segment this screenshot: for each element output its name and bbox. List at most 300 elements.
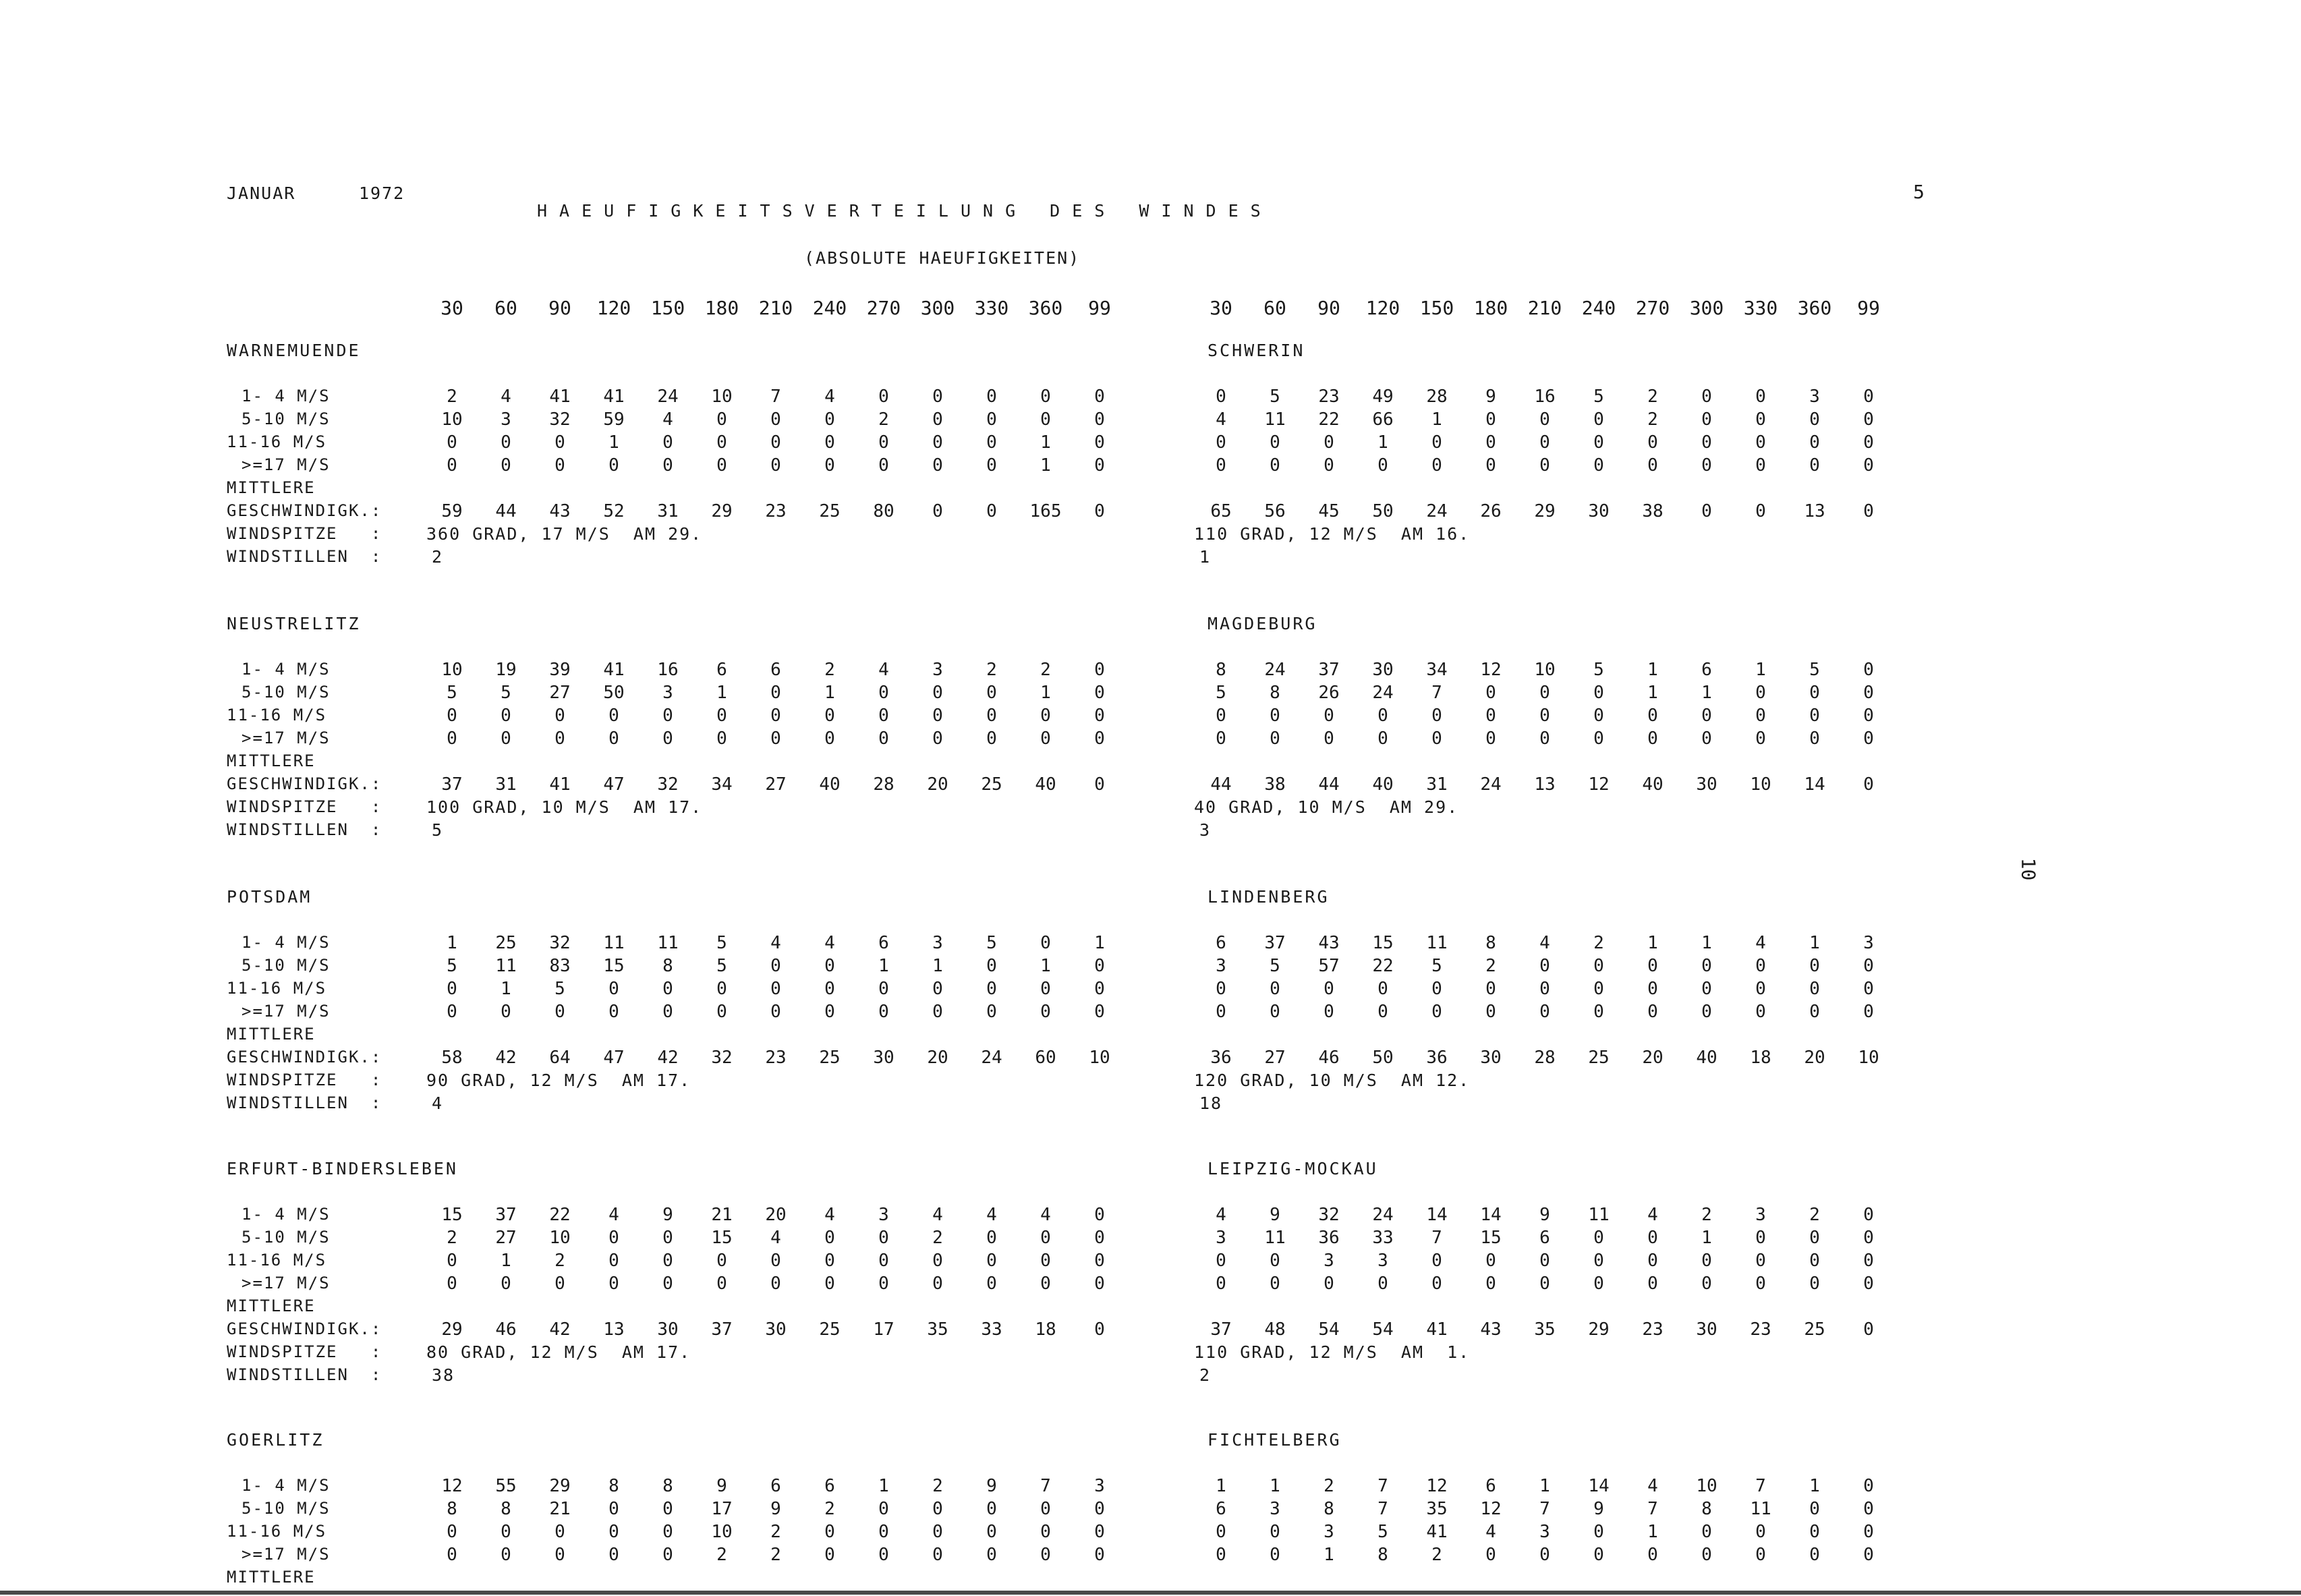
speed-row <box>425 683 1127 703</box>
value-cell: 0 <box>1647 455 1658 476</box>
value-cell: 36 <box>1426 1048 1448 1068</box>
value-cell: 0 <box>1701 1522 1712 1542</box>
value-cell: 0 <box>1701 1002 1712 1022</box>
value-cell: 0 <box>770 1251 781 1271</box>
value-cell: 13 <box>1534 774 1556 795</box>
speed-row <box>1194 706 1896 726</box>
value-cell: 38 <box>1642 501 1664 521</box>
value-cell: 0 <box>555 432 565 453</box>
value-cell: 0 <box>1377 706 1388 726</box>
value-cell: 12 <box>1588 774 1610 795</box>
value-cell: 0 <box>770 1274 781 1294</box>
value-cell: 0 <box>986 387 997 407</box>
value-cell: 0 <box>608 729 619 749</box>
value-cell: 0 <box>555 455 565 476</box>
value-cell: 0 <box>1809 1002 1820 1022</box>
value-cell: 0 <box>1647 1274 1658 1294</box>
value-cell: 26 <box>1318 683 1340 703</box>
value-cell: 3 <box>1094 1476 1105 1496</box>
speed-row <box>425 729 1127 749</box>
speed-row <box>1194 455 1896 476</box>
value-cell: 2 <box>986 660 997 680</box>
value-cell: 0 <box>1593 706 1604 726</box>
direction-cell: 60 <box>494 297 517 319</box>
value-cell: 0 <box>1485 1251 1496 1271</box>
value-cell: 31 <box>657 501 679 521</box>
value-cell: 0 <box>878 455 889 476</box>
value-cell: 3 <box>1324 1251 1334 1271</box>
value-cell: 0 <box>447 1522 457 1542</box>
value-cell: 0 <box>1701 706 1712 726</box>
page-subtitle: (ABSOLUTE HAEUFIGKEITEN) <box>804 248 1081 268</box>
value-cell: 0 <box>878 1251 889 1271</box>
value-cell: 0 <box>1324 979 1334 999</box>
value-cell: 2 <box>716 1545 727 1565</box>
value-cell: 28 <box>1534 1048 1556 1068</box>
value-cell: 6 <box>716 660 727 680</box>
value-cell: 1 <box>1040 956 1051 976</box>
value-cell: 0 <box>1863 1545 1874 1565</box>
direction-cell: 270 <box>1635 297 1670 319</box>
value-cell: 0 <box>1593 455 1604 476</box>
value-cell: 1 <box>1647 660 1658 680</box>
value-cell: 14 <box>1480 1205 1502 1225</box>
speed-class-label: 11-16 M/S <box>227 1522 327 1541</box>
value-cell: 7 <box>1755 1476 1766 1496</box>
value-cell: 0 <box>501 455 511 476</box>
value-cell: 0 <box>1324 432 1334 453</box>
value-cell: 24 <box>1372 683 1394 703</box>
value-cell: 0 <box>1216 432 1226 453</box>
value-cell: 0 <box>1863 979 1874 999</box>
value-cell: 2 <box>1647 409 1658 430</box>
windstillen-label: WINDSTILLEN : <box>227 547 382 566</box>
value-cell: 0 <box>878 1002 889 1022</box>
value-cell: 0 <box>932 1522 943 1542</box>
direction-cell: 360 <box>1797 297 1832 319</box>
value-cell: 0 <box>1593 1522 1604 1542</box>
value-cell: 37 <box>1210 1319 1232 1340</box>
value-cell: 0 <box>878 1499 889 1519</box>
value-cell: 0 <box>447 1002 457 1022</box>
value-cell: 16 <box>1534 387 1556 407</box>
scan-edge-line <box>0 1591 2301 1595</box>
value-cell: 0 <box>986 706 997 726</box>
value-cell: 0 <box>932 387 943 407</box>
value-cell: 4 <box>986 1205 997 1225</box>
geschwindigkeit-label: GESCHWINDIGK.: <box>227 774 382 793</box>
value-cell: 0 <box>1863 706 1874 726</box>
windspitze-value: 90 GRAD, 12 M/S AM 17. <box>426 1071 691 1090</box>
value-cell: 0 <box>1809 956 1820 976</box>
speed-row <box>1194 432 1896 453</box>
windspitze-label: WINDSPITZE : <box>227 1071 382 1089</box>
value-cell: 11 <box>1750 1499 1771 1519</box>
value-cell: 8 <box>447 1499 457 1519</box>
value-cell: 0 <box>1593 1228 1604 1248</box>
value-cell: 0 <box>716 706 727 726</box>
value-cell: 2 <box>1431 1545 1442 1565</box>
speed-class-label: >=17 M/S <box>242 1545 331 1564</box>
value-cell: 34 <box>711 774 733 795</box>
value-cell: 0 <box>1809 1499 1820 1519</box>
value-cell: 6 <box>878 933 889 953</box>
value-cell: 0 <box>1270 1522 1280 1542</box>
value-cell: 0 <box>932 1251 943 1271</box>
value-cell: 32 <box>1318 1205 1340 1225</box>
value-cell: 1 <box>501 1251 511 1271</box>
speed-row <box>425 956 1127 976</box>
value-cell: 0 <box>1094 1002 1105 1022</box>
value-cell: 0 <box>770 956 781 976</box>
value-cell: 0 <box>1647 1002 1658 1022</box>
value-cell: 0 <box>1863 729 1874 749</box>
value-cell: 30 <box>1696 774 1717 795</box>
value-cell: 10 <box>1858 1048 1879 1068</box>
mean-speed-row <box>1194 501 1896 521</box>
value-cell: 0 <box>1094 432 1105 453</box>
value-cell: 0 <box>1863 1499 1874 1519</box>
value-cell: 11 <box>603 933 625 953</box>
value-cell: 8 <box>1270 683 1280 703</box>
value-cell: 0 <box>1094 956 1105 976</box>
value-cell: 0 <box>608 455 619 476</box>
value-cell: 21 <box>549 1499 571 1519</box>
value-cell: 0 <box>555 706 565 726</box>
value-cell: 0 <box>1647 956 1658 976</box>
value-cell: 0 <box>932 501 943 521</box>
value-cell: 13 <box>1804 501 1825 521</box>
value-cell: 0 <box>1593 979 1604 999</box>
value-cell: 6 <box>1701 660 1712 680</box>
direction-cell: 60 <box>1263 297 1286 319</box>
value-cell: 0 <box>608 1251 619 1271</box>
windspitze-value: 40 GRAD, 10 M/S AM 29. <box>1194 797 1459 817</box>
value-cell: 3 <box>1377 1251 1388 1271</box>
value-cell: 0 <box>501 729 511 749</box>
value-cell: 9 <box>770 1499 781 1519</box>
value-cell: 0 <box>1701 1545 1712 1565</box>
value-cell: 0 <box>1755 432 1766 453</box>
speed-row <box>1194 1205 1896 1225</box>
value-cell: 0 <box>447 1545 457 1565</box>
direction-cell: 30 <box>1210 297 1232 319</box>
value-cell: 0 <box>986 1251 997 1271</box>
value-cell: 0 <box>1377 1274 1388 1294</box>
value-cell: 0 <box>716 409 727 430</box>
windspitze-value: 110 GRAD, 12 M/S AM 16. <box>1194 524 1471 544</box>
value-cell: 0 <box>1809 1522 1820 1542</box>
geschwindigkeit-label: GESCHWINDIGK.: <box>227 1319 382 1338</box>
value-cell: 11 <box>1264 409 1286 430</box>
value-cell: 0 <box>1094 1522 1105 1542</box>
value-cell: 4 <box>770 1228 781 1248</box>
direction-cell: 30 <box>441 297 463 319</box>
value-cell: 0 <box>1755 1002 1766 1022</box>
value-cell: 54 <box>1318 1319 1340 1340</box>
speed-class-label: 1- 4 M/S <box>242 933 331 952</box>
value-cell: 0 <box>932 455 943 476</box>
value-cell: 0 <box>1270 1251 1280 1271</box>
value-cell: 1 <box>1809 933 1820 953</box>
value-cell: 4 <box>608 1205 619 1225</box>
value-cell: 0 <box>662 1274 673 1294</box>
speed-class-label: 11-16 M/S <box>227 432 327 451</box>
speed-row <box>425 387 1127 407</box>
value-cell: 15 <box>603 956 625 976</box>
windstillen-value: 18 <box>1199 1093 1223 1113</box>
value-cell: 7 <box>1040 1476 1051 1496</box>
value-cell: 5 <box>1809 660 1820 680</box>
value-cell: 0 <box>878 1522 889 1542</box>
value-cell: 2 <box>1593 933 1604 953</box>
station-name: ERFURT-BINDERSLEBEN <box>227 1159 458 1178</box>
mean-speed-row <box>425 774 1127 795</box>
value-cell: 0 <box>1863 1476 1874 1496</box>
value-cell: 50 <box>603 683 625 703</box>
direction-cell: 330 <box>1743 297 1778 319</box>
value-cell: 1 <box>1094 933 1105 953</box>
value-cell: 1 <box>1040 455 1051 476</box>
value-cell: 10 <box>1696 1476 1717 1496</box>
speed-class-label: 11-16 M/S <box>227 979 327 998</box>
speed-row <box>1194 1476 1896 1496</box>
speed-row <box>425 979 1127 999</box>
value-cell: 0 <box>1431 729 1442 749</box>
value-cell: 0 <box>1040 1002 1051 1022</box>
value-cell: 0 <box>932 729 943 749</box>
value-cell: 0 <box>770 729 781 749</box>
value-cell: 33 <box>1372 1228 1394 1248</box>
year-label: 1972 <box>359 183 405 203</box>
value-cell: 11 <box>1588 1205 1610 1225</box>
value-cell: 20 <box>927 774 948 795</box>
windspitze-label: WINDSPITZE : <box>227 524 382 543</box>
value-cell: 23 <box>1750 1319 1771 1340</box>
value-cell: 37 <box>441 774 463 795</box>
value-cell: 0 <box>662 1499 673 1519</box>
value-cell: 0 <box>878 387 889 407</box>
value-cell: 0 <box>986 409 997 430</box>
value-cell: 0 <box>1809 409 1820 430</box>
value-cell: 0 <box>1863 1228 1874 1248</box>
value-cell: 0 <box>662 729 673 749</box>
speed-row <box>1194 729 1896 749</box>
speed-row <box>425 1251 1127 1271</box>
value-cell: 0 <box>1593 1002 1604 1022</box>
value-cell: 6 <box>770 1476 781 1496</box>
value-cell: 0 <box>1485 432 1496 453</box>
value-cell: 2 <box>1647 387 1658 407</box>
value-cell: 0 <box>824 1002 835 1022</box>
value-cell: 46 <box>1318 1048 1340 1068</box>
value-cell: 0 <box>1755 979 1766 999</box>
value-cell: 0 <box>716 1274 727 1294</box>
speed-class-label: 1- 4 M/S <box>242 1205 331 1224</box>
value-cell: 11 <box>495 956 517 976</box>
station-name: LEIPZIG-MOCKAU <box>1208 1159 1378 1178</box>
speed-row <box>425 1228 1127 1248</box>
value-cell: 30 <box>873 1048 894 1068</box>
value-cell: 0 <box>662 1251 673 1271</box>
speed-class-label: 1- 4 M/S <box>242 1476 331 1495</box>
side-number: 10 <box>2017 857 2040 881</box>
direction-cell: 180 <box>1473 297 1508 319</box>
value-cell: 0 <box>1485 1002 1496 1022</box>
value-cell: 59 <box>603 409 625 430</box>
value-cell: 20 <box>1804 1048 1825 1068</box>
value-cell: 0 <box>1863 455 1874 476</box>
value-cell: 0 <box>1755 1251 1766 1271</box>
value-cell: 0 <box>986 683 997 703</box>
speed-class-label: >=17 M/S <box>242 1274 331 1292</box>
value-cell: 9 <box>1485 387 1496 407</box>
windstillen-value: 4 <box>432 1093 444 1113</box>
value-cell: 0 <box>662 1228 673 1248</box>
value-cell: 3 <box>1216 1228 1226 1248</box>
value-cell: 5 <box>716 933 727 953</box>
value-cell: 0 <box>932 706 943 726</box>
value-cell: 8 <box>1216 660 1226 680</box>
value-cell: 0 <box>716 1002 727 1022</box>
value-cell: 0 <box>1377 455 1388 476</box>
value-cell: 35 <box>1426 1499 1448 1519</box>
value-cell: 0 <box>878 683 889 703</box>
value-cell: 0 <box>932 1002 943 1022</box>
speed-row <box>425 455 1127 476</box>
value-cell: 0 <box>1040 979 1051 999</box>
mean-speed-row <box>1194 774 1896 795</box>
value-cell: 5 <box>1270 387 1280 407</box>
value-cell: 3 <box>501 409 511 430</box>
value-cell: 6 <box>1539 1228 1550 1248</box>
value-cell: 41 <box>603 387 625 407</box>
value-cell: 47 <box>603 774 625 795</box>
value-cell: 2 <box>447 1228 457 1248</box>
direction-cell: 99 <box>1088 297 1111 319</box>
value-cell: 30 <box>1480 1048 1502 1068</box>
value-cell: 5 <box>447 956 457 976</box>
value-cell: 0 <box>1094 979 1105 999</box>
value-cell: 0 <box>608 706 619 726</box>
value-cell: 2 <box>1701 1205 1712 1225</box>
value-cell: 5 <box>986 933 997 953</box>
value-cell: 0 <box>1647 432 1658 453</box>
value-cell: 0 <box>1809 432 1820 453</box>
value-cell: 0 <box>1755 387 1766 407</box>
value-cell: 0 <box>1094 706 1105 726</box>
value-cell: 49 <box>1372 387 1394 407</box>
value-cell: 2 <box>770 1522 781 1542</box>
speed-row <box>425 432 1127 453</box>
value-cell: 12 <box>1426 1476 1448 1496</box>
value-cell: 6 <box>1216 933 1226 953</box>
mean-speed-row <box>425 1048 1127 1068</box>
value-cell: 0 <box>932 1545 943 1565</box>
value-cell: 18 <box>1035 1319 1056 1340</box>
value-cell: 0 <box>555 1522 565 1542</box>
value-cell: 0 <box>1701 1274 1712 1294</box>
speed-row <box>1194 933 1896 953</box>
mean-speed-row <box>425 501 1127 521</box>
value-cell: 3 <box>1809 387 1820 407</box>
value-cell: 1 <box>1324 1545 1334 1565</box>
value-cell: 0 <box>1377 729 1388 749</box>
speed-row <box>425 1205 1127 1225</box>
value-cell: 0 <box>1040 409 1051 430</box>
value-cell: 17 <box>711 1499 733 1519</box>
value-cell: 1 <box>878 956 889 976</box>
station-name: MAGDEBURG <box>1208 614 1317 633</box>
value-cell: 2 <box>447 387 457 407</box>
value-cell: 4 <box>1216 1205 1226 1225</box>
value-cell: 0 <box>662 706 673 726</box>
speed-row <box>425 1476 1127 1496</box>
value-cell: 50 <box>1372 501 1394 521</box>
value-cell: 0 <box>986 1228 997 1248</box>
value-cell: 0 <box>1094 1545 1105 1565</box>
value-cell: 0 <box>986 455 997 476</box>
value-cell: 0 <box>1863 683 1874 703</box>
value-cell: 0 <box>716 455 727 476</box>
value-cell: 3 <box>1755 1205 1766 1225</box>
direction-cell: 300 <box>1689 297 1724 319</box>
value-cell: 0 <box>608 1274 619 1294</box>
station-name: GOERLITZ <box>227 1430 324 1450</box>
value-cell: 0 <box>1539 683 1550 703</box>
value-cell: 0 <box>1647 979 1658 999</box>
value-cell: 21 <box>711 1205 733 1225</box>
value-cell: 0 <box>1701 455 1712 476</box>
value-cell: 0 <box>986 729 997 749</box>
value-cell: 10 <box>1534 660 1556 680</box>
value-cell: 24 <box>1264 660 1286 680</box>
value-cell: 0 <box>1040 1228 1051 1248</box>
station-name: WARNEMUENDE <box>227 341 361 360</box>
value-cell: 0 <box>1863 1205 1874 1225</box>
value-cell: 3 <box>1324 1522 1334 1542</box>
value-cell: 0 <box>1593 432 1604 453</box>
value-cell: 0 <box>662 1545 673 1565</box>
value-cell: 2 <box>824 660 835 680</box>
value-cell: 27 <box>1264 1048 1286 1068</box>
speed-row <box>425 1002 1127 1022</box>
value-cell: 42 <box>549 1319 571 1340</box>
value-cell: 0 <box>1270 706 1280 726</box>
value-cell: 4 <box>824 933 835 953</box>
value-cell: 0 <box>1094 729 1105 749</box>
value-cell: 0 <box>986 1499 997 1519</box>
value-cell: 0 <box>1270 432 1280 453</box>
value-cell: 24 <box>1426 501 1448 521</box>
value-cell: 5 <box>1270 956 1280 976</box>
value-cell: 0 <box>1040 1545 1051 1565</box>
value-cell: 0 <box>1485 409 1496 430</box>
value-cell: 10 <box>441 409 463 430</box>
value-cell: 0 <box>878 1545 889 1565</box>
value-cell: 5 <box>1593 660 1604 680</box>
value-cell: 0 <box>1485 706 1496 726</box>
value-cell: 0 <box>447 729 457 749</box>
value-cell: 37 <box>711 1319 733 1340</box>
speed-class-label: 1- 4 M/S <box>242 387 331 405</box>
mittlere-label: MITTLERE <box>227 1568 316 1587</box>
value-cell: 55 <box>495 1476 517 1496</box>
value-cell: 25 <box>819 501 841 521</box>
windstillen-label: WINDSTILLEN : <box>227 1365 382 1384</box>
speed-row <box>1194 979 1896 999</box>
value-cell: 0 <box>824 1251 835 1271</box>
